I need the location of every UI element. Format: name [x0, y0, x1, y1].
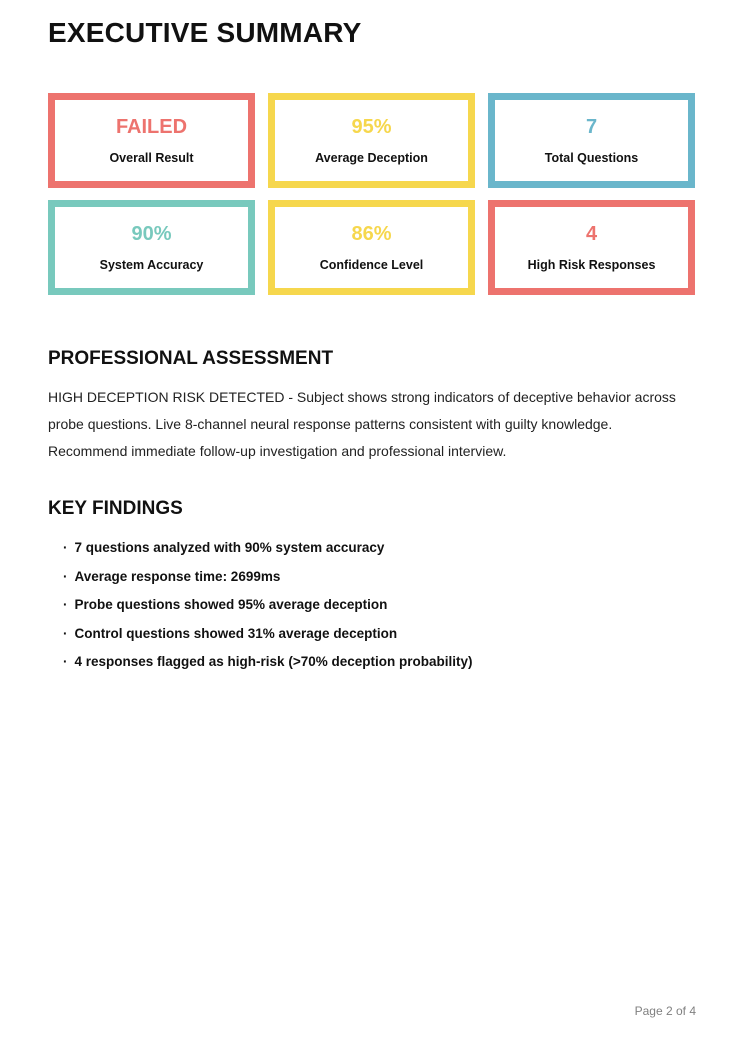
stat-value: 95% — [351, 116, 392, 138]
stat-card-high-risk-responses — [488, 200, 695, 295]
stat-value: 4 — [585, 223, 598, 245]
bullet-icon: · — [63, 597, 68, 612]
bullet-icon: · — [63, 625, 68, 641]
stat-cards-grid — [48, 93, 695, 295]
bullet-icon: · — [63, 540, 68, 555]
stat-label: High Risk Responses — [527, 258, 656, 272]
page-number: Page 2 of 4 — [634, 1004, 696, 1018]
key-finding-text: Probe questions showed 95% average deception — [74, 597, 388, 612]
key-finding-item — [63, 569, 695, 584]
key-finding-item — [63, 654, 695, 669]
key-finding-item — [63, 626, 695, 641]
stat-value: 7 — [585, 116, 598, 138]
bullet-icon: · — [63, 568, 68, 584]
stat-label: Overall Result — [109, 151, 194, 165]
key-finding-text: 4 responses flagged as high-risk (>70% deception probability) — [74, 654, 473, 669]
stat-value: 90% — [131, 223, 172, 245]
key-finding-item — [63, 540, 695, 555]
key-finding-text: Control questions showed 31% average deception — [74, 625, 398, 641]
key-finding-text: 7 questions analyzed with 90% system accuracy — [74, 540, 385, 555]
stat-value: FAILED — [115, 116, 188, 138]
stat-label: Average Deception — [315, 151, 428, 165]
professional-assessment-heading: PROFESSIONAL ASSESSMENT — [48, 348, 334, 369]
stat-card-total-questions — [488, 93, 695, 188]
professional-assessment-body: HIGH DECEPTION RISK DETECTED - Subject shows strong indicators of deceptive behavior across probe questions. Live 8-channel neural response patterns consistent with guilty knowledge. Recommend immediate follow-up investigation and professional interview. — [48, 389, 676, 459]
key-finding-text: Average response time: 2699ms — [74, 568, 281, 584]
stat-card-average-deception — [268, 93, 475, 188]
page-title: EXECUTIVE SUMMARY — [48, 17, 362, 48]
stat-card-overall-result — [48, 93, 255, 188]
key-finding-item — [63, 597, 695, 612]
stat-card-confidence-level — [268, 200, 475, 295]
stat-label: Total Questions — [544, 151, 639, 165]
key-findings-list — [48, 540, 695, 669]
stat-label: System Accuracy — [99, 258, 204, 272]
key-findings-heading: KEY FINDINGS — [48, 498, 183, 519]
stat-card-system-accuracy — [48, 200, 255, 295]
stat-label: Confidence Level — [319, 258, 424, 272]
stat-value: 86% — [351, 223, 392, 245]
bullet-icon: · — [63, 654, 68, 669]
